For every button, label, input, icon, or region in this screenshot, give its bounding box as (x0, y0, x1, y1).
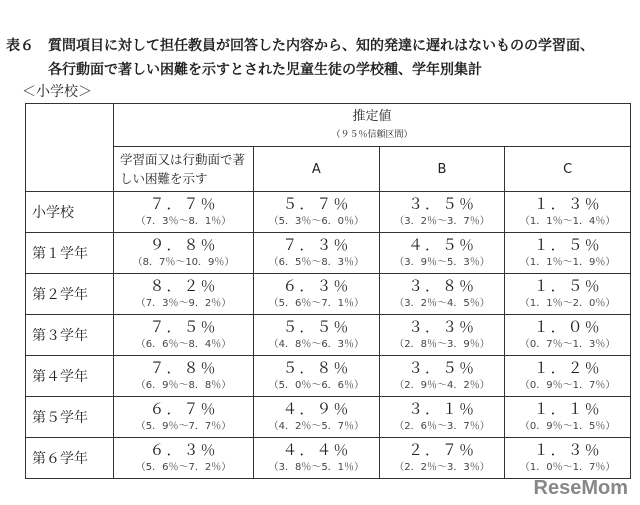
value-cell (379, 315, 505, 356)
estimate-value: １．５％ (533, 236, 602, 254)
estimate-value: ５．５％ (282, 318, 351, 336)
value-cell (505, 438, 631, 479)
estimate-value: ６．３％ (282, 277, 351, 295)
value-cell (114, 274, 254, 315)
estimate-value: ３．５％ (407, 359, 476, 377)
table-title-line1: 表６ 質問項目に対して担任教員が回答した内容から、知的発達に遅れはないものの学習面、 (6, 38, 594, 54)
estimate-value: ４．９％ (282, 400, 351, 418)
value-cell (114, 233, 254, 274)
value-cell (254, 233, 380, 274)
table-row (26, 274, 631, 315)
estimate-value: ６．７％ (149, 400, 218, 418)
value-cell (254, 192, 380, 233)
confidence-interval: （0．9％～1．7％） (519, 380, 616, 391)
estimate-value: ７．５％ (149, 318, 218, 336)
confidence-interval: （0．7％～1．3％） (519, 339, 616, 350)
estimate-value: ３．８％ (407, 277, 476, 295)
column-header: A (254, 147, 380, 192)
estimate-value: １．１％ (533, 400, 602, 418)
statistics-table (25, 103, 631, 479)
value-cell (114, 315, 254, 356)
estimate-value: ３．５％ (407, 195, 476, 213)
value-cell (505, 192, 631, 233)
table-row (26, 192, 631, 233)
estimate-value: ５．７％ (282, 195, 351, 213)
table-title-line2: 各行動面で著しい困難を示すとされた児童生徒の学校種、学年別集計 (48, 62, 482, 78)
estimate-value: ６．３％ (149, 441, 218, 459)
watermark-logo: ReseMom (533, 477, 628, 499)
confidence-interval: （2．6％～3．7％） (394, 421, 490, 432)
confidence-interval: （2．2％～3．3％） (394, 462, 490, 473)
estimate-value: ９．８％ (149, 236, 218, 254)
value-cell (254, 438, 380, 479)
confidence-interval: （4．8％～6．3％） (268, 339, 365, 350)
estimate-value: ７．７％ (149, 195, 218, 213)
value-cell (505, 315, 631, 356)
row-label: 第６学年 (26, 438, 114, 479)
estimate-value: １．３％ (533, 195, 602, 213)
confidence-interval: （3．8％～5．1％） (268, 462, 365, 473)
confidence-interval: （5．6％～7．2％） (135, 462, 232, 473)
value-cell (114, 438, 254, 479)
confidence-interval: （6．6％～8．4％） (135, 339, 232, 350)
value-cell (254, 274, 380, 315)
confidence-interval: （3．2％～4．5％） (394, 298, 490, 309)
estimate-value: ３．１％ (407, 400, 476, 418)
row-label: 第１学年 (26, 233, 114, 274)
column-header: C (505, 147, 631, 192)
confidence-interval: （3．2％～3．7％） (394, 216, 490, 227)
confidence-interval: （8．7％～10．9％） (132, 257, 235, 268)
group-header-label: 推定値 (352, 109, 392, 124)
corner-cell (26, 104, 114, 192)
confidence-interval: （6．5％～8．3％） (268, 257, 365, 268)
confidence-interval: （3．9％～5．3％） (394, 257, 490, 268)
confidence-interval: （7．3％～8．1％） (135, 216, 232, 227)
confidence-interval: （7．3％～9．2％） (135, 298, 232, 309)
group-header (114, 104, 631, 147)
estimate-value: ３．３％ (407, 318, 476, 336)
value-cell (379, 274, 505, 315)
confidence-interval: （1．1％～1．9％） (519, 257, 616, 268)
confidence-interval: （1．1％～2．0％） (519, 298, 616, 309)
estimate-value: ５．８％ (282, 359, 351, 377)
estimate-value: １．２％ (533, 359, 602, 377)
value-cell (505, 274, 631, 315)
value-cell (254, 397, 380, 438)
estimate-value: ７．８％ (149, 359, 218, 377)
section-subtitle: ＜小学校＞ (22, 84, 92, 100)
confidence-interval: （2．8％～3．9％） (394, 339, 490, 350)
row-label: 第２学年 (26, 274, 114, 315)
estimate-value: ８．２％ (149, 277, 218, 295)
value-cell (114, 356, 254, 397)
estimate-value: ７．３％ (282, 236, 351, 254)
confidence-interval: （2．9％～4．2％） (394, 380, 490, 391)
value-cell (379, 192, 505, 233)
value-cell (505, 397, 631, 438)
value-cell (505, 356, 631, 397)
table-row (26, 315, 631, 356)
confidence-interval: （6．9％～8．8％） (135, 380, 232, 391)
value-cell (379, 356, 505, 397)
confidence-interval: （1．0％～1．7％） (519, 462, 616, 473)
estimate-value: １．５％ (533, 277, 602, 295)
value-cell (114, 192, 254, 233)
value-cell (254, 315, 380, 356)
group-header-note: （９５％信頼区間） (331, 130, 413, 140)
value-cell (379, 397, 505, 438)
value-cell (114, 397, 254, 438)
confidence-interval: （5．0％～6．6％） (268, 380, 365, 391)
row-label: 小学校 (26, 192, 114, 233)
estimate-value: ２．７％ (407, 441, 476, 459)
value-cell (379, 438, 505, 479)
estimate-value: ４．５％ (407, 236, 476, 254)
column-header: B (379, 147, 505, 192)
confidence-interval: （1．1％～1．4％） (519, 216, 616, 227)
value-cell (379, 233, 505, 274)
estimate-value: １．０％ (533, 318, 602, 336)
confidence-interval: （5．3％～6．0％） (268, 216, 365, 227)
row-label: 第４学年 (26, 356, 114, 397)
confidence-interval: （0．9％～1．5％） (519, 421, 616, 432)
table-row (26, 438, 631, 479)
table-row (26, 233, 631, 274)
row-label: 第５学年 (26, 397, 114, 438)
value-cell (254, 356, 380, 397)
value-cell (505, 233, 631, 274)
column-header: 学習面又は行動面で著しい困難を示す (114, 147, 254, 192)
estimate-value: １．３％ (533, 441, 602, 459)
confidence-interval: （4．2％～5．7％） (268, 421, 365, 432)
table-row (26, 356, 631, 397)
row-label: 第３学年 (26, 315, 114, 356)
table-row (26, 397, 631, 438)
confidence-interval: （5．9％～7．7％） (135, 421, 232, 432)
estimate-value: ４．４％ (282, 441, 351, 459)
confidence-interval: （5．6％～7．1％） (268, 298, 365, 309)
